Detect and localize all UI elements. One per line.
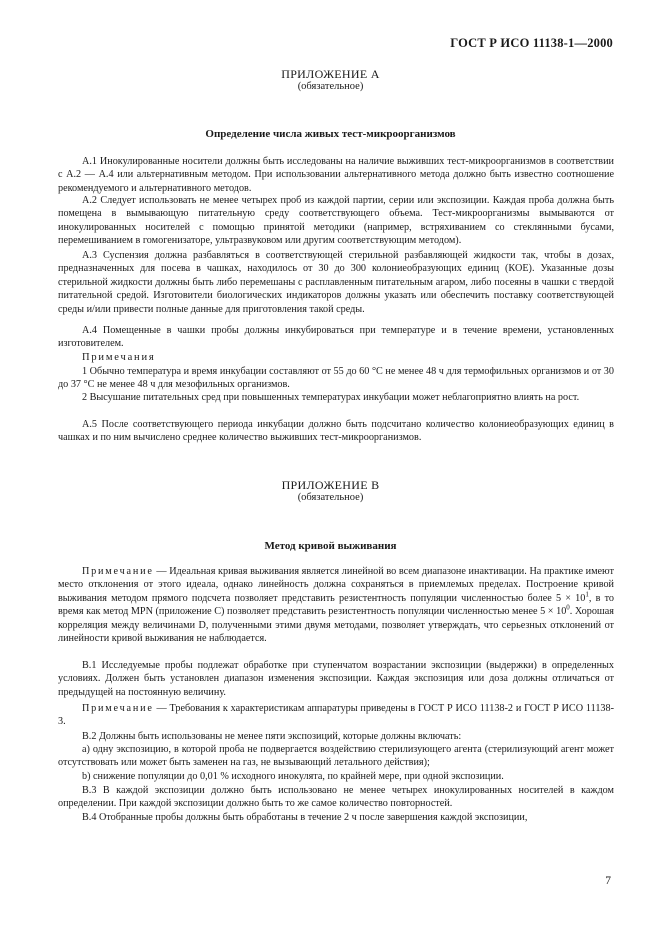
- paragraph-b1: [58, 659, 614, 699]
- exponent-2: 0: [566, 603, 570, 612]
- appendix-b-title: ПРИЛОЖЕНИЕ В: [281, 478, 380, 492]
- exponent-1: 1: [585, 590, 589, 599]
- paragraph-a2-text: А.2 Следует использовать не менее четырех проб из каждой партии, серии или экспозиции. Каждая проба должна быть помещена в вымывающую питательную среду соответствующего объема. Тест-микроорганизмы вымываются от инокулированных носителей с помощью принятой методики (например, встряхиванием со стеклянными бусами, перемешиванием в гомогенизаторе, ультразвуковом или другим соответствующим методом).: [58, 195, 614, 247]
- paragraph-a4-text: А.4 Помещенные в чашки пробы должны инкубироваться при температуре и в течение времени, установленных изготовителем.: [58, 325, 614, 350]
- list-item-a-text: a) одну экспозицию, в которой проба не подвергается воздействию стерилизующего агента (стерилизующий агент может отсутствовать или может быть заменен на газ, не вызывающий летального действия);: [58, 744, 614, 769]
- note-2-text: 2 Высушание питательных сред при повышенных температурах инкубации может неблагоприятно влиять на рост.: [82, 392, 580, 403]
- page-number: 7: [605, 875, 611, 887]
- paragraph-b2-text: В.2 Должны быть использованы не менее пяти экспозиций, которые должны включать:: [82, 731, 462, 742]
- paragraph-a3-text: А.3 Суспензия должна разбавляться в соответствующей стерильной разбавляющей жидкости так, чтобы в дозах, предназначенных для посева в чашках, находилось от 30 до 300 колониеобразующих единиц (КОЕ). Указанные дозы стерильной жидкости должны быть либо перемешаны с расплавленным питательным агаром, либо посеяны в чашки с твердой питательной средой. Изготовители биологических индикаторов должны указать или обеспечить поставку соответствующей среды и/или привести полные данные для приготовления такой среды.: [58, 250, 614, 315]
- note-text-part3: . Хорошая корреляция между величинами D, полученными этими двумя методами, позволяет утверждать, что серьезных отклонений от линейности кривой выживания не наблюдается.: [58, 606, 614, 645]
- note-apparatus-text: — Требования к характеристикам аппаратуры приведены в ГОСТ Р ИСО 11138-2 и ГОСТ Р ИСО 11138-3.: [58, 703, 614, 728]
- note-1: [58, 365, 614, 392]
- list-item-b: [58, 770, 614, 783]
- document-header: ГОСТ Р ИСО 11138-1—2000: [450, 36, 613, 50]
- appendix-a-heading: Определение числа живых тест-микроорганизмов: [205, 128, 456, 140]
- paragraph-a1: [58, 155, 614, 195]
- paragraph-a4: [58, 324, 614, 351]
- note-apparatus: [58, 702, 614, 729]
- paragraph-a5: [58, 418, 614, 445]
- note-survival-curve: [58, 565, 614, 645]
- note-label: Примечание: [82, 566, 154, 577]
- list-item-b-text: b) снижение популяции до 0,01 % исходного инокулята, по крайней мере, при одной экспозиции.: [82, 771, 504, 782]
- note-text-part1: — Идеальная кривая выживания является линейной во всем диапазоне инактивации. На практике имеют место отклонения от этого идеала, однако линейность должна сохраняться в приемлемых пределах. Построение кривой выживания методом прямого подсчета позволяет представить резистентность популяции численностью более 5 × 10: [58, 566, 614, 604]
- note-label-2: Примечание: [82, 703, 154, 714]
- appendix-a-status: (обязательное): [297, 81, 364, 92]
- paragraph-a1-text: А.1 Инокулированные носители должны быть исследованы на наличие выживших тест-микроорганизмов в соответствии с А.2 — А.4 или альтернативным методом. При использовании альтернативного метода должно быть известно соотношение рекомендуемого и альтернативного методов.: [58, 156, 614, 194]
- appendix-b-heading: Метод кривой выживания: [264, 540, 397, 552]
- paragraph-b1-text: В.1 Исследуемые пробы подлежат обработке при ступенчатом возрастании экспозиции (выдержки) в определенных условиях. Должен быть установлен диапазон изменения экспозиции. Каждая экспозиция или доза должны отличаться от предыдущей на постоянную величину.: [58, 660, 614, 698]
- appendix-b-status: (обязательное): [297, 492, 364, 503]
- paragraph-a3: [58, 249, 614, 316]
- note-1-text: 1 Обычно температура и время инкубации составляют от 55 до 60 °С не менее 48 ч для термофильных организмов и от 30 до 37 °С не менее 48 ч для мезофильных организмов.: [58, 366, 614, 391]
- paragraph-a2: [58, 194, 614, 248]
- note-2: [58, 391, 614, 404]
- appendix-a-title: ПРИЛОЖЕНИЕ А: [281, 67, 380, 81]
- paragraph-b4: [58, 811, 614, 824]
- paragraph-b2: [58, 730, 614, 743]
- list-item-a: [58, 743, 614, 770]
- paragraph-b3: [58, 784, 614, 811]
- paragraph-a5-text: А.5 После соответствующего периода инкубации должно быть подсчитано количество колониеобразующих единиц в чашках и по ним вычислено среднее количество выживших тест-микроорганизмов.: [58, 419, 614, 444]
- paragraph-b3-text: В.3 В каждой экспозиции должно быть использовано не менее четырех инокулированных носителей в каждом определении. При каждой экспозиции должно быть то же самое количество повторностей.: [58, 785, 614, 810]
- note-text-part2: , в то время как метод MPN (приложение С) позволяет представить резистентность популяции численностью менее 5 × 10: [58, 592, 614, 618]
- notes-heading: Примечания: [82, 352, 156, 363]
- paragraph-b4-text: В.4 Отобранные пробы должны быть обработаны в течение 2 ч после завершения каждой экспозиции,: [82, 812, 528, 823]
